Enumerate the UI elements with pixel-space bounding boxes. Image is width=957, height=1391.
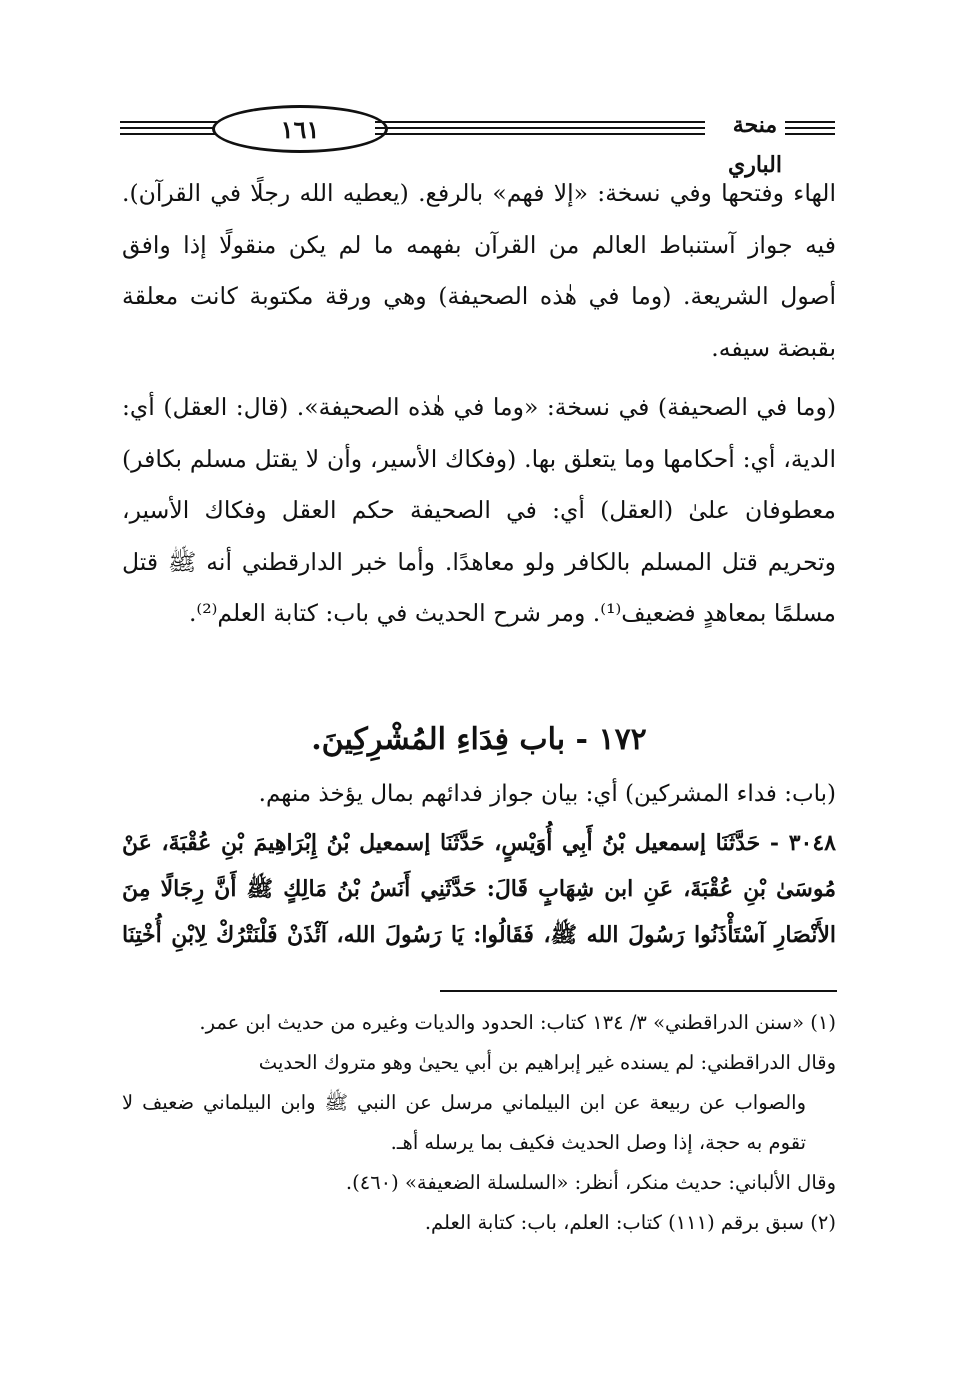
footnote: (٢) سبق برقم (١١١) كتاب: العلم، باب: كتابة العلم. bbox=[424, 1211, 836, 1234]
page-number: ١٦١ bbox=[212, 105, 388, 153]
commentary-text bbox=[122, 168, 836, 640]
header-rule-left bbox=[120, 121, 220, 135]
footnote: والصواب عن ربيعة عن ابن البيلماني مرسل عن النبي ﷺ وابن البيلماني ضعيف لا تقوم به حجة، إذا وصل الحديث فكيف بما يرسله أهـ. bbox=[122, 1091, 806, 1154]
page-header bbox=[120, 95, 835, 178]
header-rule-middle bbox=[375, 121, 705, 135]
hadith-text: ٣٠٤٨ - حَدَّثَنَا إسمعيل بْنُ أَبِي أُوَيْسٍ، حَدَّثَنَا إسمعيل بْنُ إِبْرَاهِيمَ بْنِ عُقْبَةَ، عَنْ مُوسَىٰ بْنِ عُقْبَةَ، عَنِ ابن شِهَابٍ قَالَ: حَدَّثَنِي أَنَسُ بْنُ مَالِكٍ ﷺ أَنَّ رِجَالًا مِنَ الأَنْصَارِ آسْتَأْذَنُوا رَسُولَ الله ﷺ، فَقَالُوا: يَا رَسُولَ الله، آئْذَنْ فَلْنَتْرُكْ لِابْنِ أُخْتِنَا bbox=[122, 830, 836, 948]
paragraph: الهاء وفتحها وفي نسخة: «إلا فهم» بالرفع. (يعطيه الله رجلًا في القرآن). فيه جواز آستنباط العالم من القرآن بفهمه ما لم يكن منقولًا إذا وافق أصول الشريعة. (وما في هٰذه الصحيفة) وهي ورقة مكتوبة كانت معلقة بقبضة سيفه. bbox=[122, 179, 836, 362]
paragraph: (وما في الصحيفة) في نسخة: «وما في هٰذه الصحيفة». (قال: العقل) أي: الدية، أي: أحكامها وما يتعلق بها. (وفكاك الأسير، وأن لا يقتل مسلم بكافر) معطوفان علىٰ (العقل) أي: في الصحيفة حكم العقل وفكاك الأسير، وتحريم قتل المسلم بالكافر ولو معاهدًا. وأما خبر الدارقطني أنه ﷺ قتل مسلمًا بمعاهدٍ فضعيف⁽¹⁾. ومر شرح الحديث في باب: كتابة العلم⁽²⁾. bbox=[122, 393, 836, 627]
chapter-intro: (باب: فداء المشركين) أي: بيان جواز فدائهم بمال يؤخذ منهم. bbox=[258, 781, 836, 807]
footnote: وقال الدراقطني: لم يسنده غير إبراهيم بن أبي يحيىٰ وهو متروك الحديث bbox=[258, 1051, 836, 1074]
footnotes bbox=[122, 1003, 836, 1243]
footnote: (١) «سنن الدراقطني» ٣/ ١٣٤ كتاب: الحدود والديات وغيره من حديث ابن عمر. bbox=[199, 1011, 836, 1034]
header-rule-right bbox=[785, 121, 835, 135]
chapter-heading: ١٧٢ - باب فِدَاءِ المُشْرِكِينَ. bbox=[311, 722, 647, 757]
footnote-divider bbox=[440, 990, 837, 992]
book-title: منحة الباري bbox=[727, 112, 782, 178]
footnote: وقال الألباني: حديث منكر، أنظر: «السلسلة الضعيفة» (٤٦٠). bbox=[345, 1171, 836, 1194]
